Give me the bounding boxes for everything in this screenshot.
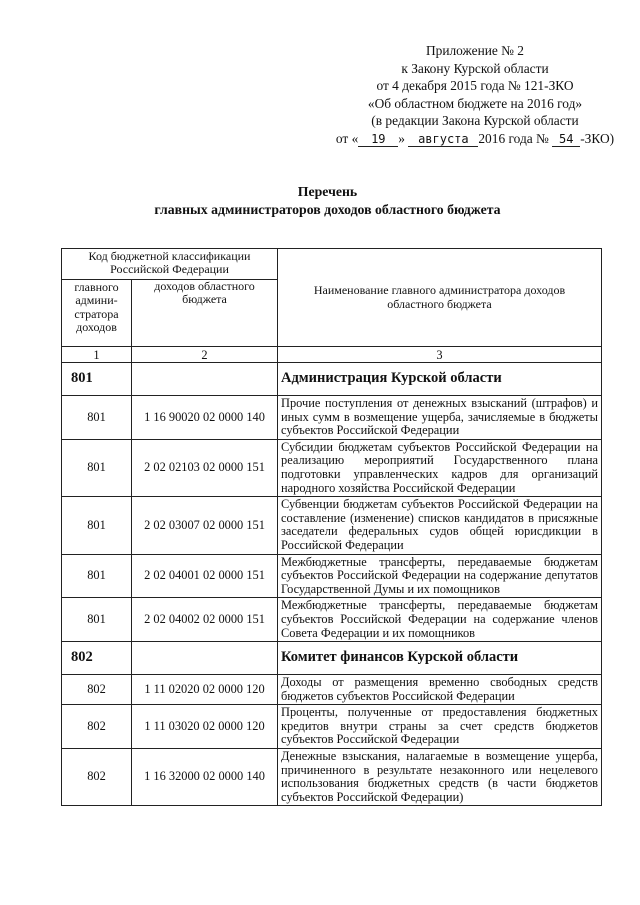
- revenue-name-cell: Межбюджетные трансферты, передаваемые бюджетам субъектов Российской Федерации на содержание членов Совета Федерации и их помощников: [278, 598, 602, 642]
- column-number: 2: [132, 347, 278, 363]
- admin-group-row: [62, 642, 602, 675]
- admin-code-cell: 802: [62, 675, 132, 705]
- revenue-code-cell: 1 16 32000 02 0000 140: [132, 749, 278, 806]
- revenue-name-cell: Денежные взыскания, налагаемые в возмещение ущерба, причиненного в результате незаконного или нецелевого использования бюджетных средств (в части бюджетов субъектов Российской Федерации): [278, 749, 602, 806]
- appendix-number: Приложение № 2: [425, 43, 525, 58]
- table-row: [62, 598, 602, 642]
- admin-code-cell: 801: [62, 554, 132, 598]
- amend-suffix: -ЗКО): [580, 130, 615, 146]
- table-row: [62, 554, 602, 598]
- column-number-row: [62, 347, 602, 363]
- table-row: [62, 675, 602, 705]
- amend-prefix: от «: [335, 130, 359, 146]
- table-row: [62, 497, 602, 554]
- table-row: [62, 396, 602, 440]
- revenue-code-cell: [132, 363, 278, 396]
- appendix-law-ref: к Закону Курской области: [401, 60, 549, 76]
- column-number: 1: [62, 347, 132, 363]
- admin-code-cell: 801: [62, 363, 132, 396]
- revenue-name-cell: Администрация Курской области: [278, 363, 602, 396]
- page-title: Перечень: [297, 184, 358, 199]
- revenue-code-cell: 2 02 02103 02 0000 151: [132, 439, 278, 496]
- amend-day: 19: [358, 133, 398, 147]
- header-group-cell: Код бюджетной классификации Российской Федерации: [62, 249, 278, 280]
- admin-code-cell: 802: [62, 642, 132, 675]
- header-code-cell: доходов областного бюджета: [132, 280, 278, 347]
- admin-code-cell: 801: [62, 439, 132, 496]
- page-subtitle: главных администраторов доходов областного бюджета: [154, 202, 501, 217]
- revenue-code-cell: 1 11 02020 02 0000 120: [132, 675, 278, 705]
- revenue-name-cell: Комитет финансов Курской области: [278, 642, 602, 675]
- revenue-code-cell: 1 11 03020 02 0000 120: [132, 705, 278, 749]
- amend-close: »: [398, 130, 405, 146]
- revenue-code-cell: [132, 642, 278, 675]
- table-row: [62, 439, 602, 496]
- admin-code-cell: 801: [62, 396, 132, 440]
- revenue-code-cell: 2 02 03007 02 0000 151: [132, 497, 278, 554]
- revenue-name-cell: Межбюджетные трансферты, передаваемые бюджетам субъектов Российской Федерации на содержание депутатов Государственной Думы и их помощников: [278, 554, 602, 598]
- revenue-name-cell: Прочие поступления от денежных взысканий (штрафов) и иных сумм в возмещение ущерба, зачисляемые в бюджеты субъектов Российской Федерации: [278, 396, 602, 440]
- admin-code-cell: 801: [62, 497, 132, 554]
- amend-month: августа: [408, 133, 478, 147]
- table-row: [62, 749, 602, 806]
- amend-number: 54: [552, 133, 580, 147]
- revenue-code-cell: 1 16 90020 02 0000 140: [132, 396, 278, 440]
- appendix-amendment-date: [330, 130, 620, 148]
- admin-code-cell: 802: [62, 705, 132, 749]
- amend-year: 2016 года №: [478, 130, 549, 146]
- revenue-code-cell: 2 02 04002 02 0000 151: [132, 598, 278, 642]
- revenue-name-cell: Субвенции бюджетам субъектов Российской Федерации на составление (изменение) списков кандидатов в присяжные заседатели федеральных судов общей юрисдикции в Российской Федерации: [278, 497, 602, 554]
- table-row: [62, 705, 602, 749]
- header-name-cell: Наименование главного администратора доходов областного бюджета: [278, 249, 602, 347]
- admin-code-cell: 801: [62, 598, 132, 642]
- revenue-administrators-table: [61, 248, 602, 806]
- appendix-header: [330, 42, 620, 148]
- admin-group-row: [62, 363, 602, 396]
- revenue-code-cell: 2 02 04001 02 0000 151: [132, 554, 278, 598]
- admin-code-cell: 802: [62, 749, 132, 806]
- appendix-law-date: от 4 декабря 2015 года № 121-ЗКО: [376, 78, 574, 94]
- header-admin-cell: главного админи-стратора доходов: [62, 280, 132, 347]
- revenue-name-cell: Доходы от размещения временно свободных средств бюджетов субъектов Российской Федерации: [278, 675, 602, 705]
- appendix-amendment-ref: (в редакции Закона Курской области: [371, 113, 579, 129]
- revenue-name-cell: Проценты, полученные от предоставления бюджетных кредитов внутри страны за счет средств бюджетов субъектов Российской Федерации: [278, 705, 602, 749]
- column-number: 3: [278, 347, 602, 363]
- header-row-1: [62, 249, 602, 280]
- revenue-name-cell: Субсидии бюджетам субъектов Российской Федерации на реализацию мероприятий Государственного плана подготовки управленческих кадров для организаций народного хозяйства Российской Федерации: [278, 439, 602, 496]
- appendix-law-title: «Об областном бюджете на 2016 год»: [367, 95, 583, 111]
